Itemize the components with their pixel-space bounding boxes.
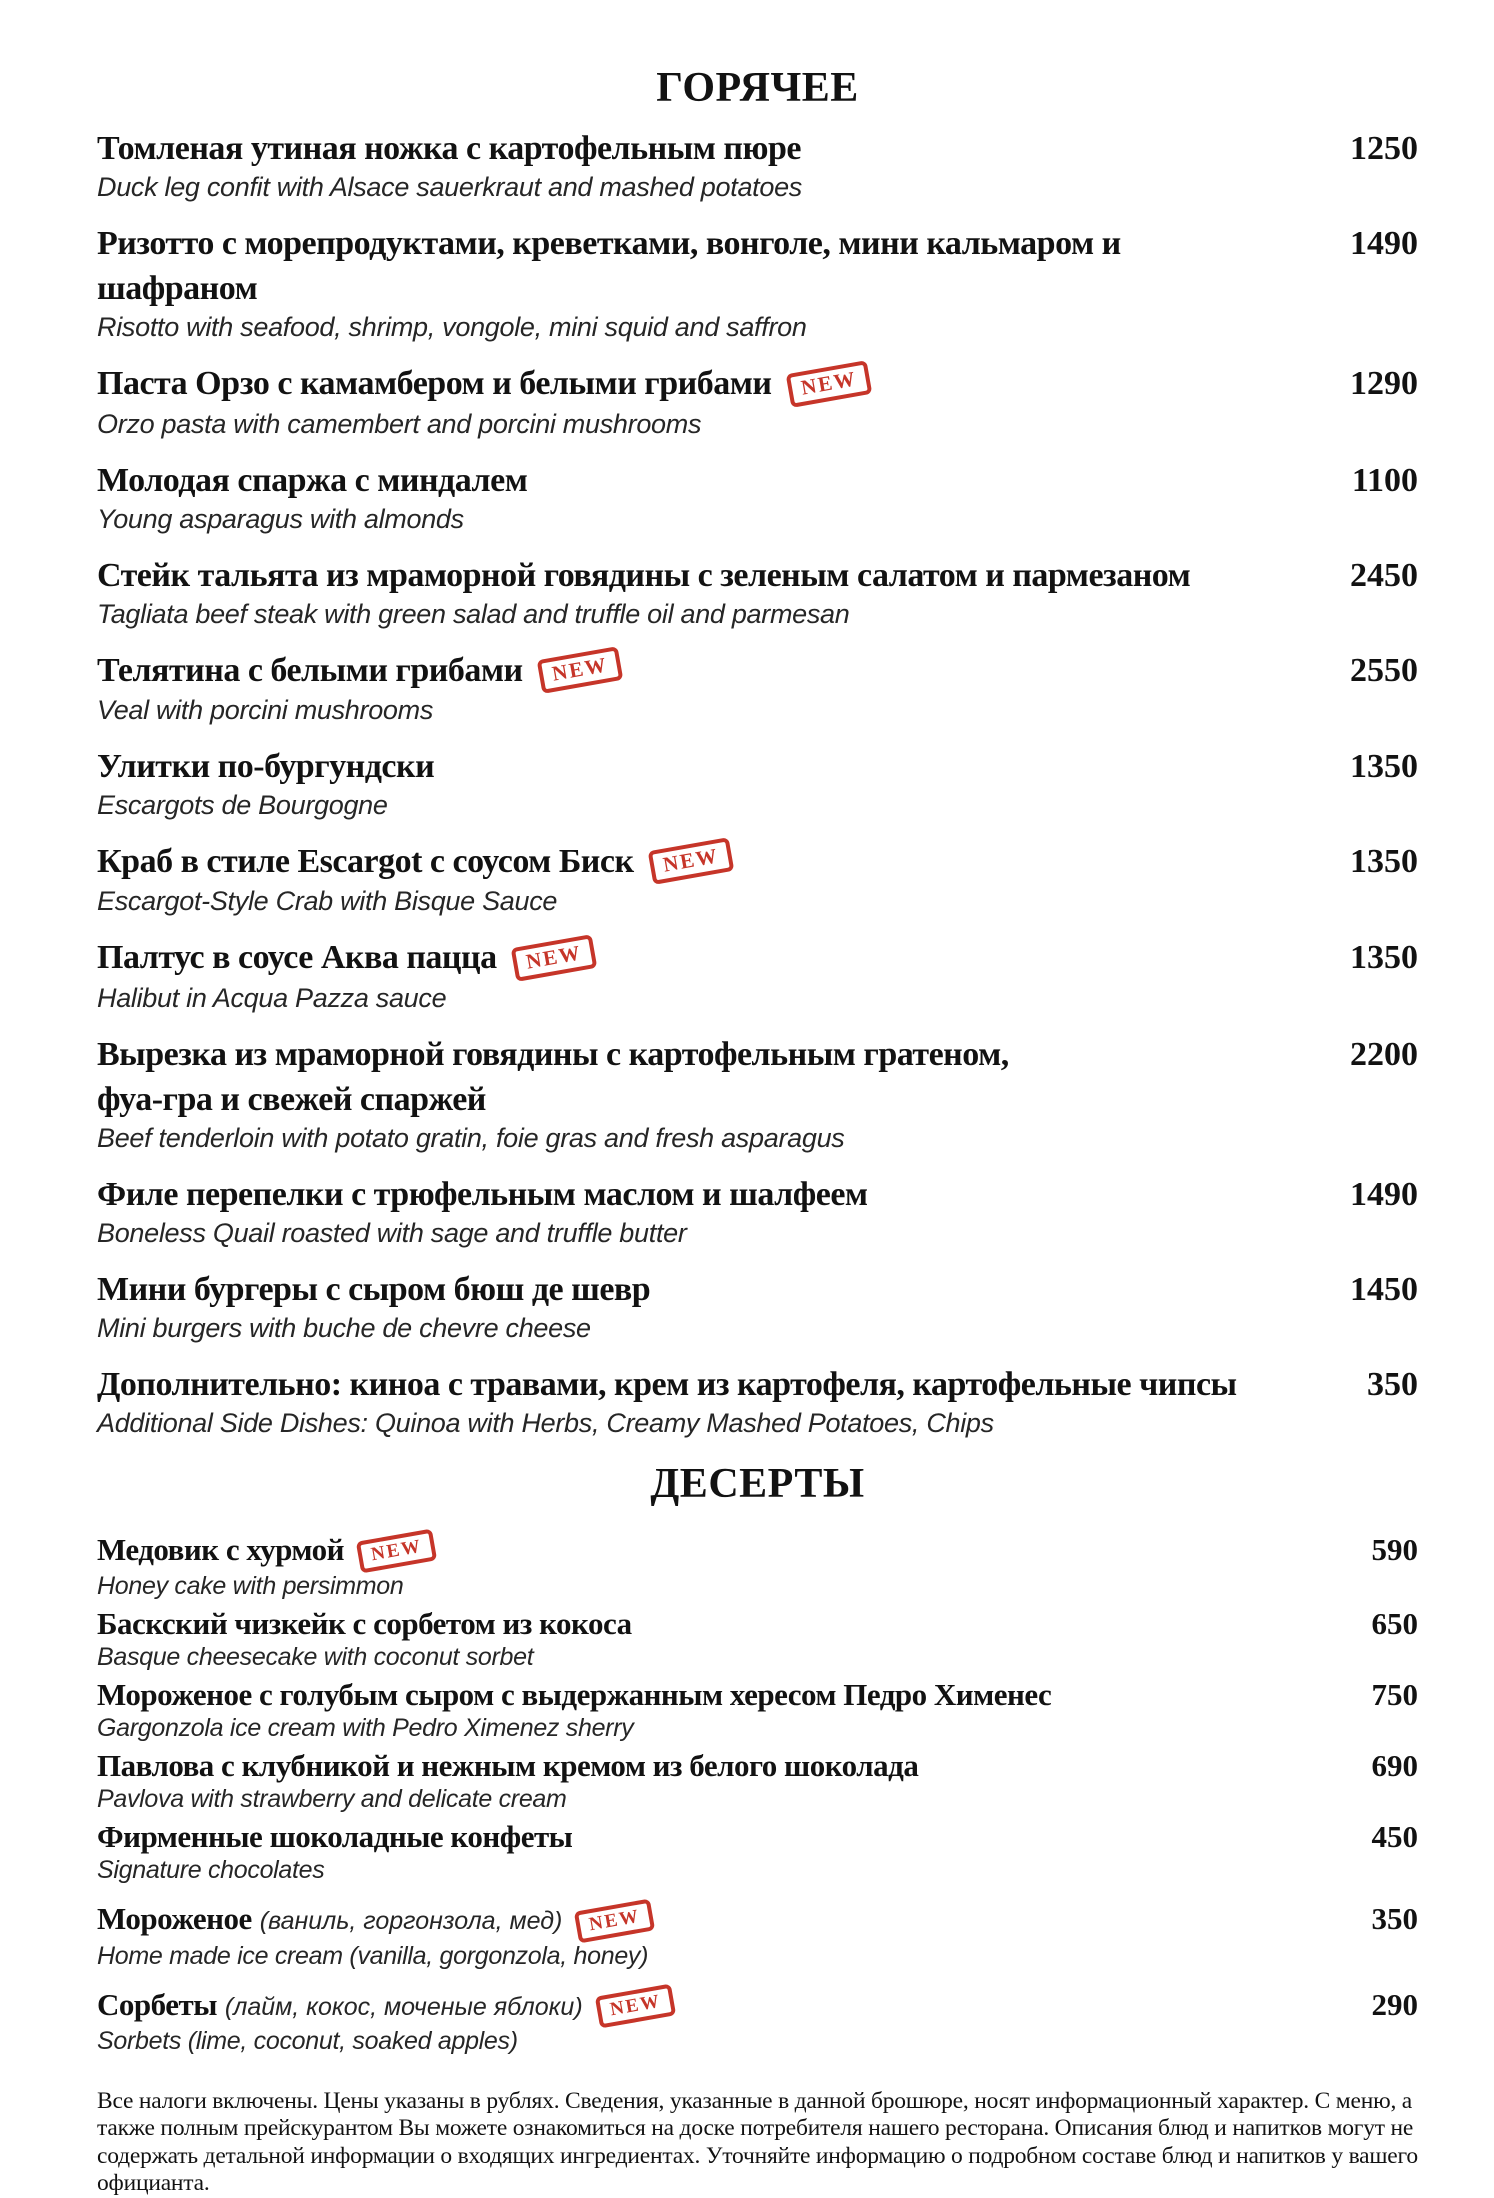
item-price: 650 bbox=[1371, 1606, 1418, 1642]
item-name-ru: Телятина с белыми грибами bbox=[97, 651, 523, 689]
item-row bbox=[97, 648, 1418, 694]
item-name-note: (ваниль, горгонзола, мед) bbox=[259, 1907, 563, 1936]
item-name-en: Escargots de Bourgogne bbox=[97, 789, 388, 820]
item-name-block bbox=[97, 1899, 1308, 1941]
item-row bbox=[97, 1032, 1418, 1122]
item-row bbox=[97, 1362, 1418, 1407]
item-price: 350 bbox=[1371, 1901, 1418, 1937]
item-name-en: Orzo pasta with camembert and porcini mushrooms bbox=[97, 408, 702, 439]
item-name-block bbox=[97, 1604, 1308, 1643]
menu-item bbox=[97, 221, 1418, 344]
item-name-block bbox=[97, 648, 1308, 694]
item-name-ru: Медовик с хурмой bbox=[97, 1531, 344, 1567]
item-name-block bbox=[97, 1362, 1308, 1407]
item-name-block bbox=[97, 1746, 1308, 1785]
item-name-ru: Паста Орзо с камамбером и белыми грибами bbox=[97, 365, 772, 403]
item-row bbox=[97, 553, 1418, 598]
item-name-block bbox=[97, 1032, 1308, 1122]
item-name-en: Tagliata beef steak with green salad and truffle oil and parmesan bbox=[97, 598, 850, 629]
item-name-block bbox=[97, 1172, 1308, 1217]
menu-item bbox=[97, 1172, 1418, 1250]
menu-item bbox=[97, 553, 1418, 631]
menu-item bbox=[97, 361, 1418, 440]
menu-item bbox=[97, 1746, 1418, 1814]
item-name-block bbox=[97, 458, 1308, 503]
item-price: 750 bbox=[1371, 1677, 1418, 1713]
item-name-ru: Сорбеты bbox=[97, 1986, 217, 2022]
item-name-en: Additional Side Dishes: Quinoa with Herbs, Creamy Mashed Potatoes, Chips bbox=[97, 1407, 994, 1438]
item-row bbox=[97, 1604, 1418, 1643]
menu-item bbox=[97, 1530, 1418, 1601]
item-name-en: Escargot-Style Crab with Bisque Sauce bbox=[97, 886, 558, 917]
item-price: 590 bbox=[1371, 1531, 1418, 1567]
menu-item bbox=[97, 648, 1418, 727]
new-badge: NEW bbox=[574, 1898, 656, 1943]
item-name-ru: Улитки по-бургундски bbox=[97, 747, 435, 785]
item-price: 2200 bbox=[1350, 1035, 1418, 1073]
menu-item bbox=[97, 1267, 1418, 1345]
item-name-en: Duck leg confit with Alsace sauerkraut and mashed potatoes bbox=[97, 172, 802, 203]
item-name-ru: Павлова с клубникой и нежным кремом из белого шоколада bbox=[97, 1748, 919, 1784]
item-name-ru: Мини бургеры с сыром бюш де шевр bbox=[97, 1270, 651, 1308]
item-row bbox=[97, 1267, 1418, 1312]
item-name-en: Signature chocolates bbox=[97, 1856, 325, 1885]
item-name-en: Boneless Quail roasted with sage and truffle butter bbox=[97, 1217, 687, 1248]
item-row bbox=[97, 744, 1418, 789]
item-name-block bbox=[97, 553, 1308, 598]
item-price: 350 bbox=[1367, 1365, 1418, 1403]
item-name-block bbox=[97, 935, 1308, 981]
item-row bbox=[97, 1899, 1418, 1941]
item-name-en: Halibut in Acqua Pazza sauce bbox=[97, 982, 447, 1013]
item-name-ru: Мороженое bbox=[97, 1901, 252, 1937]
item-name-en: Mini burgers with buche de chevre cheese bbox=[97, 1312, 591, 1343]
item-row bbox=[97, 1675, 1418, 1714]
menu-item bbox=[97, 744, 1418, 822]
new-badge: NEW bbox=[785, 360, 872, 408]
menu-item bbox=[97, 1362, 1418, 1440]
new-badge: NEW bbox=[356, 1529, 438, 1574]
item-name-en: Pavlova with strawberry and delicate cream bbox=[97, 1785, 567, 1814]
item-row bbox=[97, 935, 1418, 981]
item-price: 2450 bbox=[1350, 556, 1418, 594]
new-badge: NEW bbox=[536, 646, 623, 694]
section-hot bbox=[97, 64, 1418, 1440]
item-name-block bbox=[97, 361, 1308, 407]
item-price: 1490 bbox=[1350, 225, 1418, 263]
section-title-desserts: ДЕСЕРТЫ bbox=[650, 1460, 865, 1507]
item-price: 1350 bbox=[1350, 747, 1418, 785]
item-price: 290 bbox=[1371, 1986, 1418, 2022]
menu-item bbox=[97, 1675, 1418, 1743]
item-row bbox=[97, 221, 1418, 311]
menu-item bbox=[97, 458, 1418, 536]
item-name-ru: Филе перепелки с трюфельным маслом и шалфеем bbox=[97, 1175, 868, 1213]
item-name-en: Gargonzola ice cream with Pedro Ximenez sherry bbox=[97, 1714, 634, 1743]
hot-items-list bbox=[97, 126, 1418, 1439]
menu-item bbox=[97, 126, 1418, 204]
item-price: 1250 bbox=[1350, 130, 1418, 168]
item-row bbox=[97, 1817, 1418, 1856]
item-row bbox=[97, 839, 1418, 885]
item-price: 690 bbox=[1371, 1748, 1418, 1784]
item-row bbox=[97, 126, 1418, 171]
item-name-en: Beef tenderloin with potato gratin, foie gras and fresh asparagus bbox=[97, 1122, 845, 1153]
section-title-hot: ГОРЯЧЕЕ bbox=[656, 65, 859, 111]
item-name-ru: Молодая спаржа с миндалем bbox=[97, 461, 528, 499]
item-name-block bbox=[97, 839, 1308, 885]
item-row bbox=[97, 361, 1418, 407]
menu-item bbox=[97, 1032, 1418, 1155]
new-badge: NEW bbox=[647, 837, 734, 885]
item-name-en: Sorbets (lime, coconut, soaked apples) bbox=[97, 2026, 518, 2055]
item-name-note: (лайм, кокос, моченые яблоки) bbox=[224, 1992, 583, 2021]
new-badge: NEW bbox=[510, 934, 597, 982]
item-name-block bbox=[97, 1267, 1308, 1312]
item-name-en: Veal with porcini mushrooms bbox=[97, 694, 434, 725]
item-price: 1350 bbox=[1350, 842, 1418, 880]
item-name-en: Basque cheesecake with coconut sorbet bbox=[97, 1643, 534, 1672]
item-name-ru: Вырезка из мраморной говядины с картофельным гратеном, фуа-гра и свежей спаржей bbox=[97, 1035, 1009, 1118]
item-name-ru: Дополнительно: киноа с травами, крем из картофеля, картофельные чипсы bbox=[97, 1365, 1237, 1403]
item-name-block bbox=[97, 1530, 1308, 1572]
item-name-en: Young asparagus with almonds bbox=[97, 503, 464, 534]
item-name-ru: Ризотто с морепродуктами, креветками, вонголе, мини кальмаром и шафраном bbox=[97, 225, 1121, 308]
item-name-block bbox=[97, 126, 1308, 171]
item-row bbox=[97, 1985, 1418, 2027]
menu-item bbox=[97, 1604, 1418, 1672]
item-name-ru: Палтус в соусе Аква пацца bbox=[97, 939, 497, 977]
desserts-items-list bbox=[97, 1530, 1418, 2056]
item-row bbox=[97, 458, 1418, 503]
menu-item bbox=[97, 1985, 1418, 2056]
item-name-block bbox=[97, 744, 1308, 789]
item-name-ru: Краб в стиле Escargot с соусом Биск bbox=[97, 842, 634, 880]
item-name-block bbox=[97, 1985, 1308, 2027]
item-row bbox=[97, 1172, 1418, 1217]
item-name-block bbox=[97, 1817, 1308, 1856]
menu-item bbox=[97, 1817, 1418, 1885]
menu-item bbox=[97, 1899, 1418, 1970]
item-row bbox=[97, 1746, 1418, 1785]
item-name-en: Honey cake with persimmon bbox=[97, 1572, 404, 1601]
item-name-en: Home made ice cream (vanilla, gorgonzola, honey) bbox=[97, 1941, 649, 1970]
item-price: 450 bbox=[1371, 1819, 1418, 1855]
item-name-block bbox=[97, 1675, 1308, 1714]
item-price: 1350 bbox=[1350, 939, 1418, 977]
item-name-block bbox=[97, 221, 1308, 311]
footer-disclaimer: Все налоги включены. Цены указаны в рублях. Сведения, указанные в данной брошюре, носят информационный характер. С меню, а также полным прейскурантом Вы можете ознакомиться на доске потребителя нашего ресторана. Описания блюд и напитков могут не содержать детальной информации о входящих ингредиентах. Уточняйте информацию о подробном составе блюд и напитков у вашего официанта. bbox=[97, 2087, 1418, 2197]
item-price: 1490 bbox=[1350, 1175, 1418, 1213]
item-price: 1100 bbox=[1351, 461, 1418, 499]
menu-item bbox=[97, 839, 1418, 918]
item-name-ru: Стейк тальята из мраморной говядины с зеленым салатом и пармезаном bbox=[97, 556, 1191, 594]
menu-item bbox=[97, 935, 1418, 1014]
new-badge: NEW bbox=[594, 1983, 676, 2028]
item-name-ru: Фирменные шоколадные конфеты bbox=[97, 1819, 573, 1855]
item-name-ru: Мороженое с голубым сыром с выдержанным хересом Педро Хименес bbox=[97, 1677, 1052, 1713]
item-name-ru: Томленая утиная ножка с картофельным пюре bbox=[97, 130, 801, 168]
item-name-ru: Баскский чизкейк с сорбетом из кокоса bbox=[97, 1606, 632, 1642]
item-price: 1290 bbox=[1350, 365, 1418, 403]
section-desserts bbox=[97, 1460, 1418, 2056]
item-row bbox=[97, 1530, 1418, 1572]
item-price: 2550 bbox=[1350, 651, 1418, 689]
item-name-en: Risotto with seafood, shrimp, vongole, mini squid and saffron bbox=[97, 312, 807, 343]
item-price: 1450 bbox=[1350, 1270, 1418, 1308]
